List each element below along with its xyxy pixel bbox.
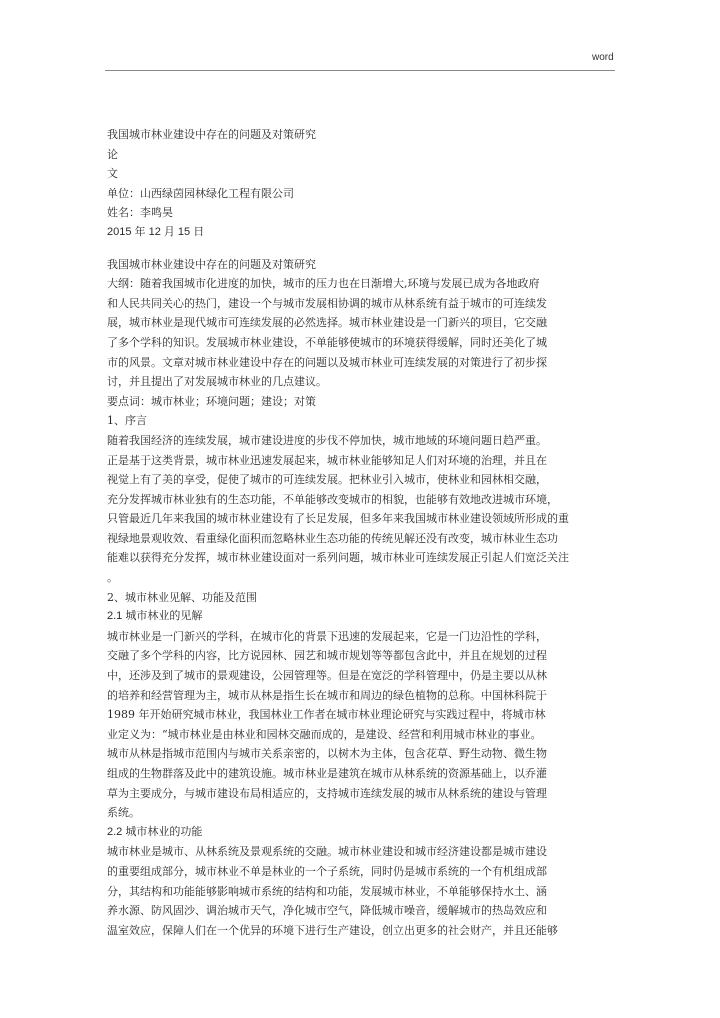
- header-rule: [105, 70, 615, 71]
- section-2-2-heading: 2.2 城市林业的功能: [107, 825, 203, 838]
- cover-wen: 文: [107, 167, 118, 181]
- keywords: 要点词：城市林业；环境问题；建设；对策: [107, 394, 316, 408]
- header-word-label: word: [592, 52, 614, 63]
- paragraph-line: 能难以获得充分发挥，城市林业建设面对一系列问题，城市林业可连续发展正引起人们宽泛关注: [107, 551, 569, 565]
- section-2-1-heading: 2.1 城市林业的见解: [107, 610, 203, 623]
- paragraph-line: 充分发挥城市林业独有的生态功能，不单能够改变城市的相貌，也能够有效地改进城市环境，: [107, 492, 558, 506]
- section-1-heading: 1、序言: [107, 414, 147, 428]
- abstract-line: 讨，并且提出了对发展城市林业的几点建议。: [107, 375, 327, 389]
- abstract-line: 大纲：随着我国城市化进度的加快，城市的压力也在日渐增大,环境与发展已成为各地政府: [107, 277, 540, 291]
- paragraph-line: 温室效应，保障人们在一个优异的环境下进行生产建设，创立出更多的社会财产，并且还能够: [107, 923, 558, 937]
- paragraph-line: 。: [107, 571, 118, 585]
- section-2-1-body: [107, 627, 617, 823]
- paragraph-line: 正是基于这类背景，城市林业迅速发展起来，城市林业能够知足人们对环境的治理，并且在: [107, 453, 547, 467]
- cover-author: 姓名：李鸣昊: [107, 206, 173, 220]
- paragraph-line: 的培养和经营管理为主，城市从林是指生长在城市和周边的绿色植物的总称。中国林科院于: [107, 688, 547, 702]
- paragraph-line: 城市林业是一门新兴的学科，在城市化的背景下迅速的发展起来，它是一门边沿性的学科，: [107, 629, 547, 643]
- paragraph-line: 视绿地景观收效、看重绿化面积而忽略林业生态功能的传统见解还没有改变，城市林业生态功: [107, 531, 558, 545]
- abstract: [107, 274, 617, 392]
- section-2-heading: 2、城市林业见解、功能及范围: [107, 590, 257, 604]
- paragraph-line: 的重要组成部分，城市林业不单是林业的一个子系统，同时仍是城市系统的一个有机组成部: [107, 864, 547, 878]
- paragraph-line: 随着我国经济的连续发展，城市建设进度的步伐不停加快，城市地域的环境问题日趋严重。: [107, 433, 547, 447]
- paragraph-line: 只管最近几年来我国的城市林业建设有了长足发展，但多年来我国城市林业建设领域所形成的重: [107, 512, 569, 526]
- paragraph-line: 城市林业是城市、从林系统及景观系统的交融。城市林业建设和城市经济建设都是城市建设: [107, 845, 547, 859]
- document-content: [107, 125, 617, 940]
- section-2-2-body: [107, 842, 617, 940]
- paragraph-line: 1989 年开始研究城市林业，我国林业工作者在城市林业理论研究与实践过程中，将城市林: [107, 708, 546, 722]
- paragraph-line: 组成的生物群落及此中的建筑设施。城市林业是建筑在城市从林系统的资源基础上，以乔灌: [107, 767, 547, 780]
- cover-date: 2015 年 12 月 15 日: [107, 225, 205, 238]
- abstract-line: 和人民共同关心的热门，建设一个与城市发展相协调的城市从林系统有益于城市的可连续发: [107, 296, 547, 310]
- abstract-line: 了多个学科的知识。发展城市林业建设，不单能够使城市的环境获得缓解，同时还美化了城: [107, 335, 547, 349]
- cover-title: 我国城市林业建设中存在的问题及对策研究: [107, 128, 316, 141]
- paragraph-line: 草为主要成分，与城市建设布局相适应的，支持城市连续发展的城市从林系统的建设与管理: [107, 786, 547, 800]
- paragraph-line: 交融了多个学科的内容，比方说园林、园艺和城市规划等等都包含此中，并且在规划的过程: [107, 649, 547, 663]
- abstract-line: 展，城市林业是现代城市可连续发展的必然选择。城市林业建设是一门新兴的项目，它交融: [107, 316, 547, 330]
- paragraph-line: 中，还涉及到了城市的景观建设，公园管理等。但是在宽泛的学科管理中，仍是主要以从林: [107, 669, 547, 683]
- paragraph-line: 城市从林是指城市范围内与城市关系亲密的，以树木为主体，包含花草、野生动物、微生物: [107, 747, 547, 761]
- paragraph-line: 系统。: [107, 806, 140, 820]
- paragraph-line: 养水源、防风固沙、调治城市天气，净化城市空气，降低城市噪音，缓解城市的热岛效应和: [107, 904, 547, 918]
- paragraph-line: 业定义为：“城市林业是由林业和园林交融而成的，是建设、经营和利用城市林业的事业。: [107, 727, 542, 741]
- paragraph-line: 分，其结构和功能能够影响城市系统的结构和功能，发展城市林业，不单能够保持水土、涵: [107, 884, 547, 898]
- paragraph-line: 视觉上有了美的享受，促使了城市的可连续发展。把林业引入城市，使林业和园林相交融，: [107, 473, 547, 487]
- cover-lun: 论: [107, 147, 118, 161]
- section-1-body: [107, 431, 617, 588]
- body-title: 我国城市林业建设中存在的问题及对策研究: [107, 257, 316, 271]
- cover-unit: 单位：山西绿茵园林绿化工程有限公司: [107, 186, 294, 200]
- abstract-line: 市的风景。文章对城市林业建设中存在的问题以及城市林业可连续发展的对策进行了初步探: [107, 355, 547, 369]
